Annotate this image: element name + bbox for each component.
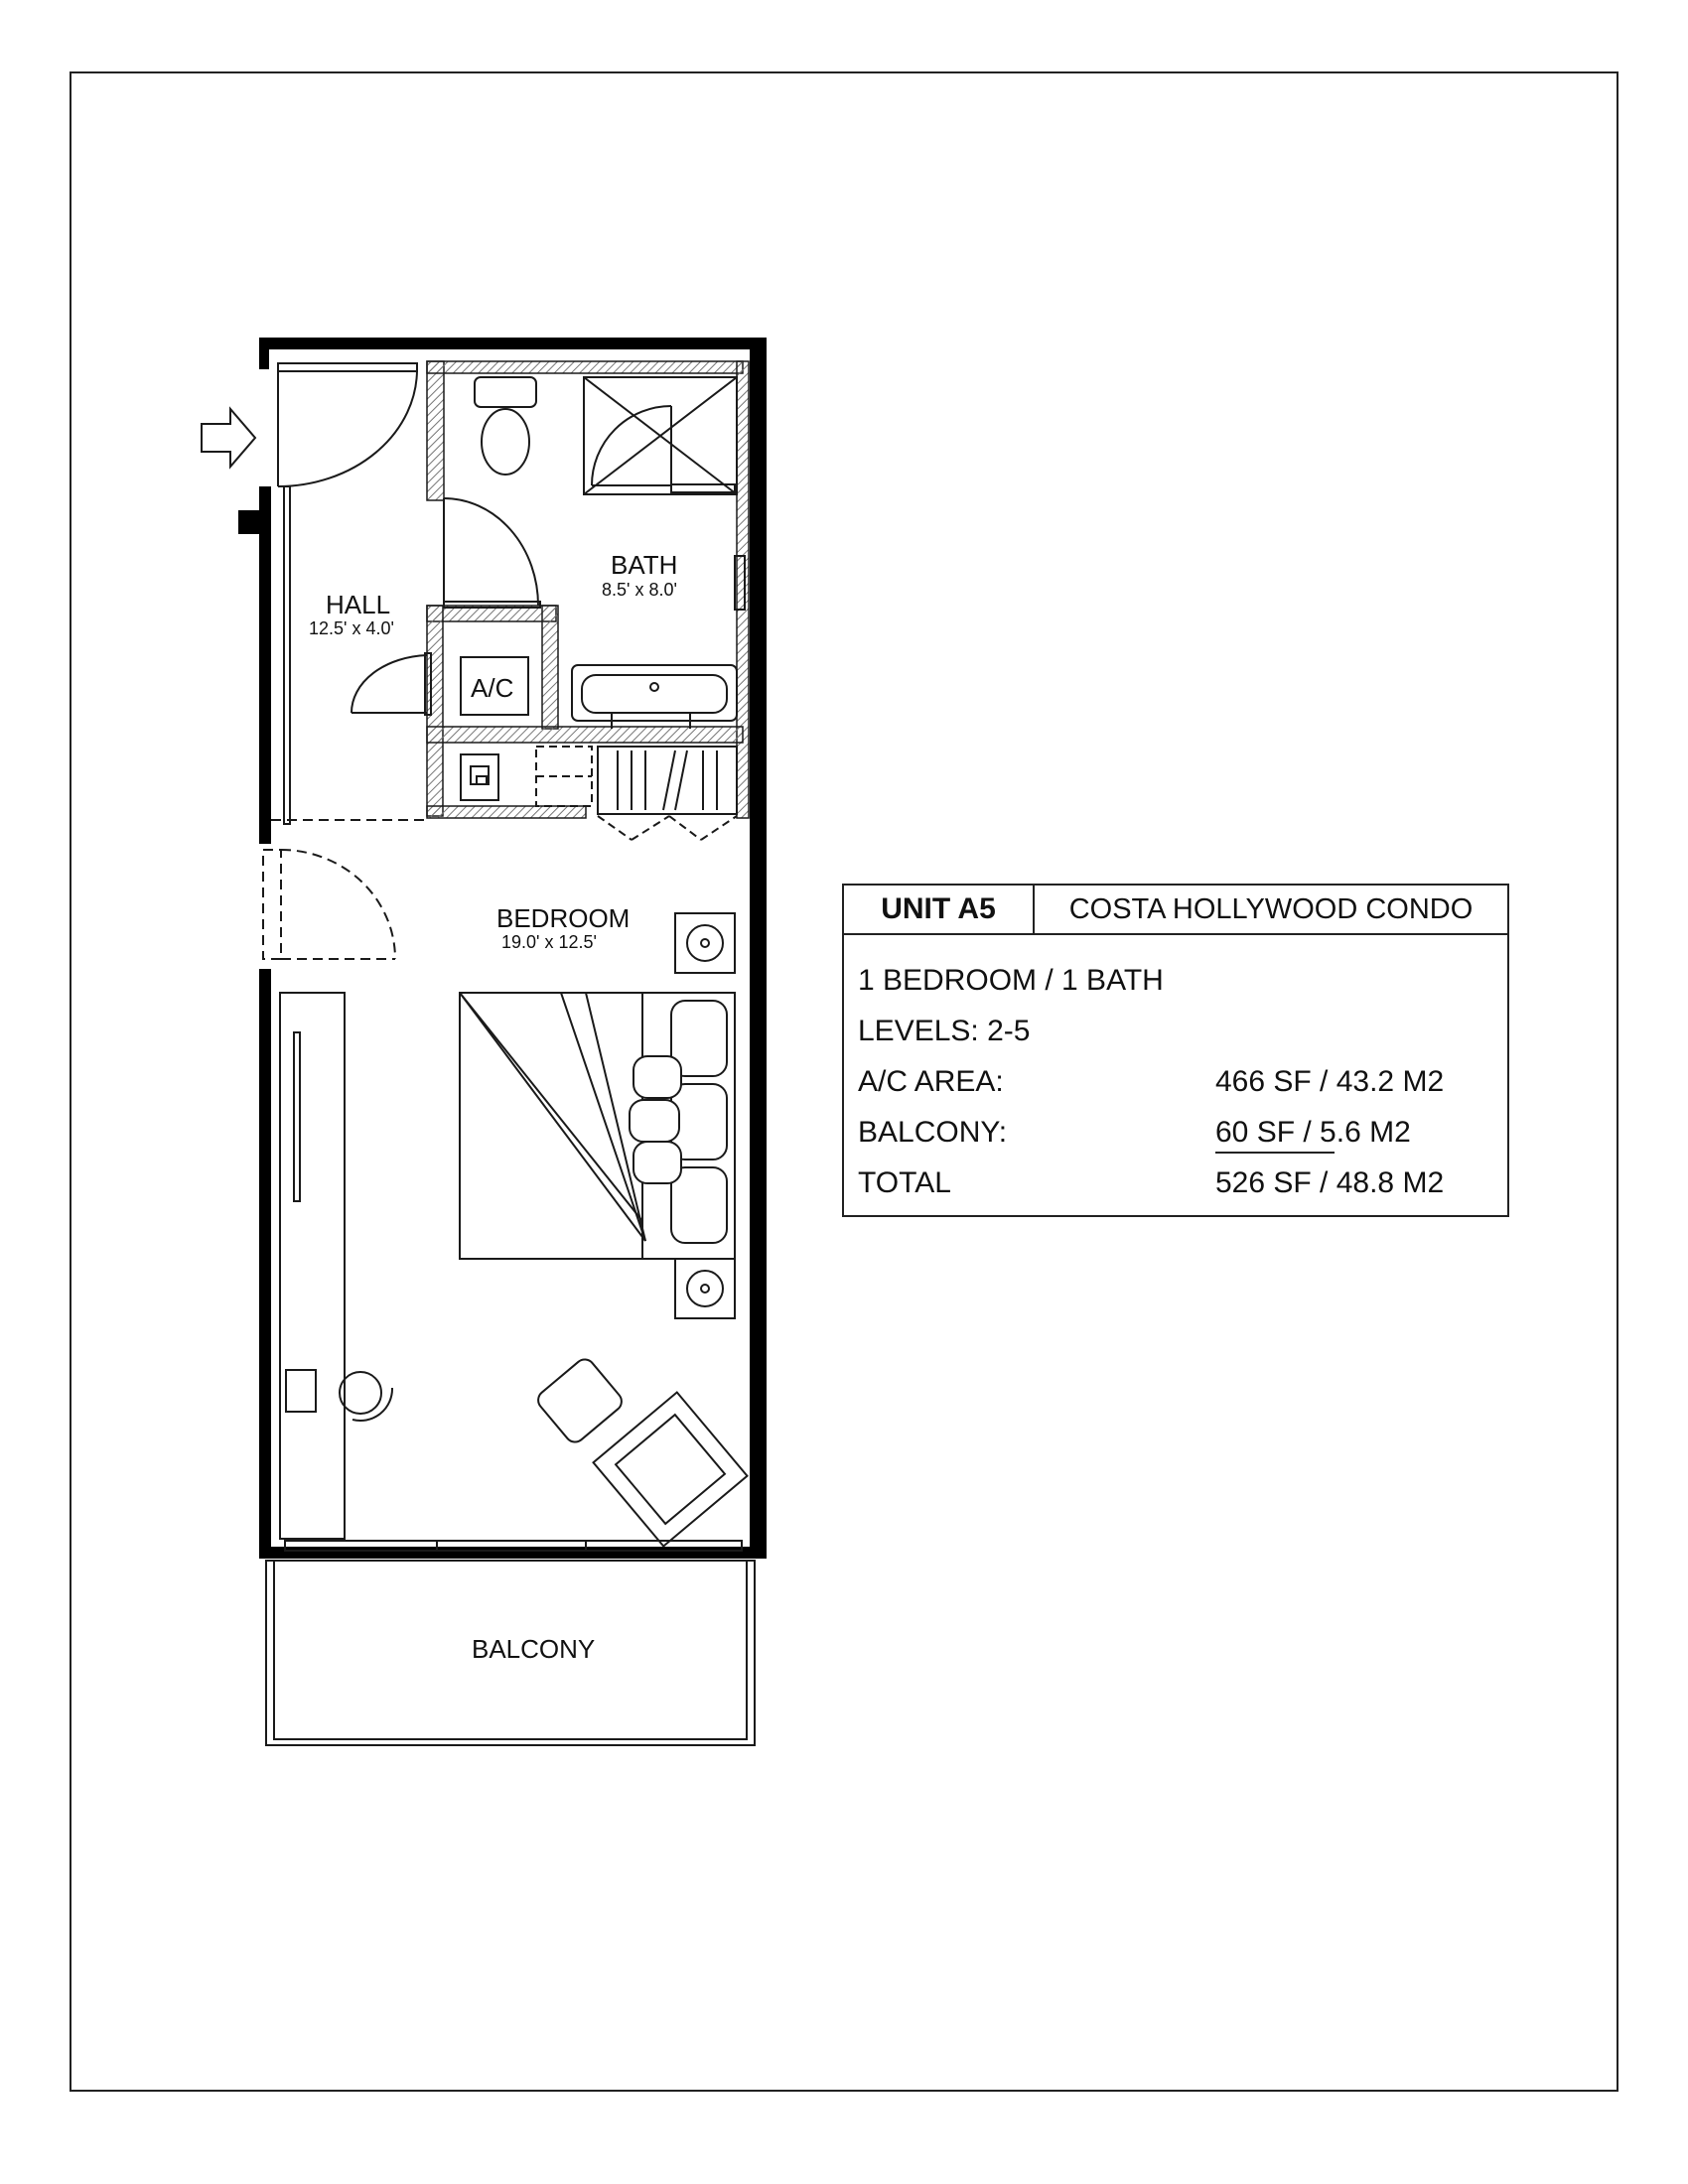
- shower-icon: [584, 377, 737, 494]
- info-row-label: 1 BEDROOM / 1 BATH: [858, 964, 1164, 997]
- pillow-icon: [630, 1001, 727, 1243]
- bath-door: [444, 498, 540, 608]
- bedroom-dims: 19.0' x 12.5': [501, 932, 597, 952]
- toilet-icon: [475, 377, 536, 475]
- info-row-label: A/C AREA:: [858, 1065, 1004, 1098]
- info-row: [858, 1107, 1507, 1158]
- info-row: [858, 1006, 1507, 1056]
- info-row-value: 60 SF / 5.6 M2: [1215, 1107, 1493, 1158]
- info-row-value: 526 SF / 48.8 M2: [1215, 1166, 1445, 1199]
- bedroom-window-left: [284, 486, 290, 824]
- desk-chair-icon: [340, 1372, 392, 1421]
- info-row-label: TOTAL: [858, 1166, 951, 1199]
- project-name: COSTA HOLLYWOOD CONDO: [1068, 892, 1474, 925]
- info-row-label: LEVELS: 2-5: [858, 1015, 1031, 1047]
- hall-dims: 12.5' x 4.0': [309, 618, 394, 638]
- washer-dryer-icon: [461, 747, 592, 806]
- bedroom-door: [263, 850, 395, 959]
- entry-door: [278, 363, 417, 486]
- info-row-label: BALCONY:: [858, 1116, 1008, 1149]
- hall-label: HALL: [326, 590, 391, 619]
- bathtub-icon: [572, 665, 737, 729]
- entry-arrow-icon: [202, 409, 255, 467]
- hall-closet-door: [352, 653, 431, 715]
- bath-label: BATH: [611, 550, 678, 580]
- closet-icon: [598, 747, 737, 840]
- unit-info-body: [844, 935, 1507, 1208]
- info-row-value: 466 SF / 43.2 M2: [1215, 1065, 1445, 1098]
- unit-info-table: [842, 884, 1509, 1217]
- bath-walls: [427, 361, 749, 818]
- bedroom-label: BEDROOM: [496, 903, 631, 933]
- info-row: [858, 1158, 1507, 1208]
- ac-label: A/C: [471, 673, 514, 703]
- unit-name: UNIT A5: [844, 886, 1035, 933]
- armchair-icon: [594, 1393, 748, 1547]
- desk-icon: [280, 993, 345, 1539]
- unit-info-header: [844, 886, 1507, 935]
- info-row: [858, 955, 1507, 1006]
- bath-dims: 8.5' x 8.0': [602, 580, 677, 600]
- info-row: [858, 1056, 1507, 1107]
- ottoman-icon: [534, 1355, 626, 1445]
- balcony-label: BALCONY: [472, 1634, 596, 1664]
